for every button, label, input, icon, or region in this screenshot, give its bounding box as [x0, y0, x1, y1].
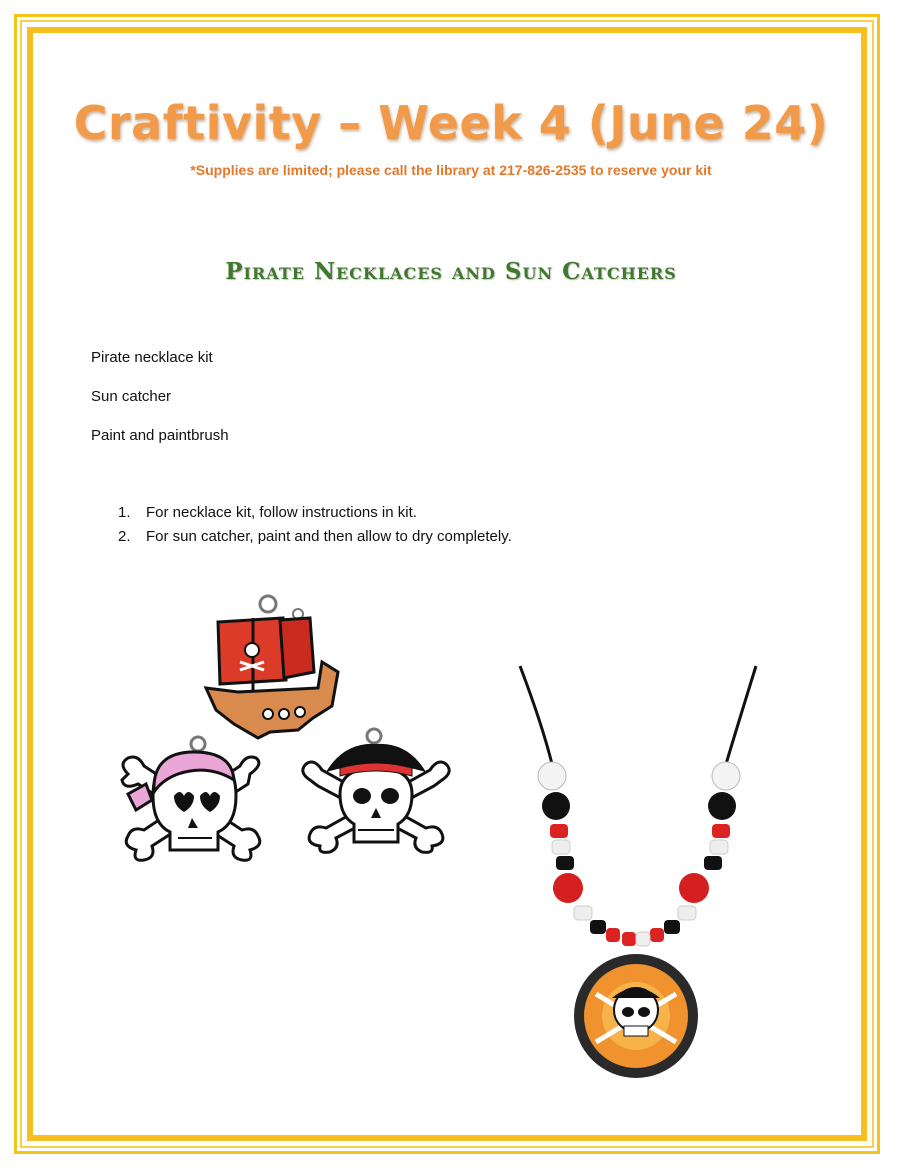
- supply-item: Sun catcher: [91, 388, 172, 405]
- instruction-step: 2. For sun catcher, paint and then allow to dry completely.: [118, 528, 512, 545]
- instruction-step: 1. For necklace kit, follow instructions in kit.: [118, 504, 417, 521]
- reservation-note: *Supplies are limited; please call the library at 217-826-2535 to reserve your kit: [190, 162, 712, 178]
- craft-subtitle: Pirate Necklaces and Sun Catchers: [225, 258, 677, 285]
- supply-item: Pirate necklace kit: [91, 349, 213, 366]
- pirate-ship-image: [198, 592, 343, 744]
- instruction-list: [118, 504, 512, 552]
- skull-bandana-image: [118, 734, 268, 864]
- necklace-image: [512, 664, 774, 1088]
- page-title: Craftivity – Week 4 (June 24): [73, 96, 829, 150]
- supply-item: Paint and paintbrush: [91, 427, 229, 444]
- skull-hat-image: [296, 724, 456, 854]
